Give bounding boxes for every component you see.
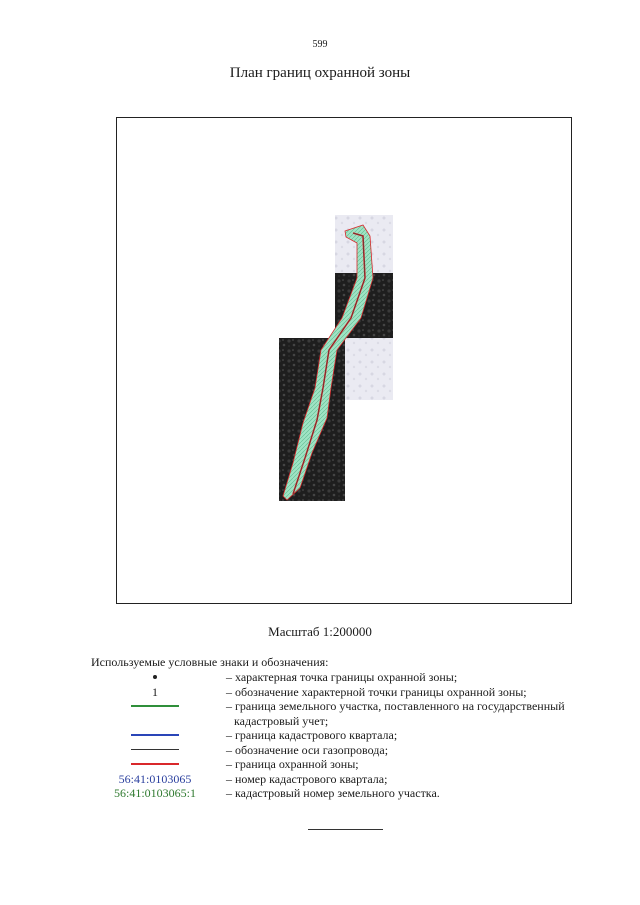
legend-text-continued: кадастровый учет; xyxy=(234,713,329,728)
legend-text: – обозначение характерной точки границы охранной зоны; xyxy=(226,684,527,699)
legend-row xyxy=(90,786,610,801)
legend xyxy=(90,670,610,801)
legend-text: – граница земельного участка, поставленного на государственный xyxy=(226,699,565,713)
page-title: План границ охранной зоны xyxy=(229,65,411,81)
legend-row xyxy=(90,670,610,685)
black-line-icon xyxy=(131,749,179,750)
blue-line-icon xyxy=(131,734,179,736)
aerial-tile xyxy=(345,338,393,400)
map-frame xyxy=(116,117,572,604)
legend-text: – характерная точка границы охранной зоны; xyxy=(226,670,458,684)
point-number-symbol: 1 xyxy=(152,684,158,699)
legend-row xyxy=(90,743,610,758)
legend-text: – граница охранной зоны; xyxy=(226,757,359,771)
legend-row xyxy=(90,685,610,700)
page-number: 599 xyxy=(312,39,328,50)
map-scale: Масштаб 1:200000 xyxy=(268,624,372,639)
signature-line xyxy=(308,829,383,830)
cadastral-quarter-number: 56:41:0103065 xyxy=(118,771,192,786)
legend-title: Используемые условные знаки и обозначения: xyxy=(91,655,329,669)
legend-text: – граница кадастрового квартала; xyxy=(226,728,398,742)
cadastral-parcel-number: 56:41:0103065:1 xyxy=(113,786,196,800)
legend-text: – обозначение оси газопровода; xyxy=(226,742,389,757)
red-line-icon xyxy=(131,763,179,765)
legend-row xyxy=(90,772,610,787)
legend-text: – номер кадастрового квартала; xyxy=(226,771,388,786)
legend-row xyxy=(90,699,610,728)
legend-row xyxy=(90,757,610,772)
legend-row xyxy=(90,728,610,743)
legend-text: – кадастровый номер земельного участка. xyxy=(226,786,440,800)
boundary-point-icon xyxy=(153,675,157,679)
map-image xyxy=(117,118,571,603)
green-line-icon xyxy=(131,705,179,707)
